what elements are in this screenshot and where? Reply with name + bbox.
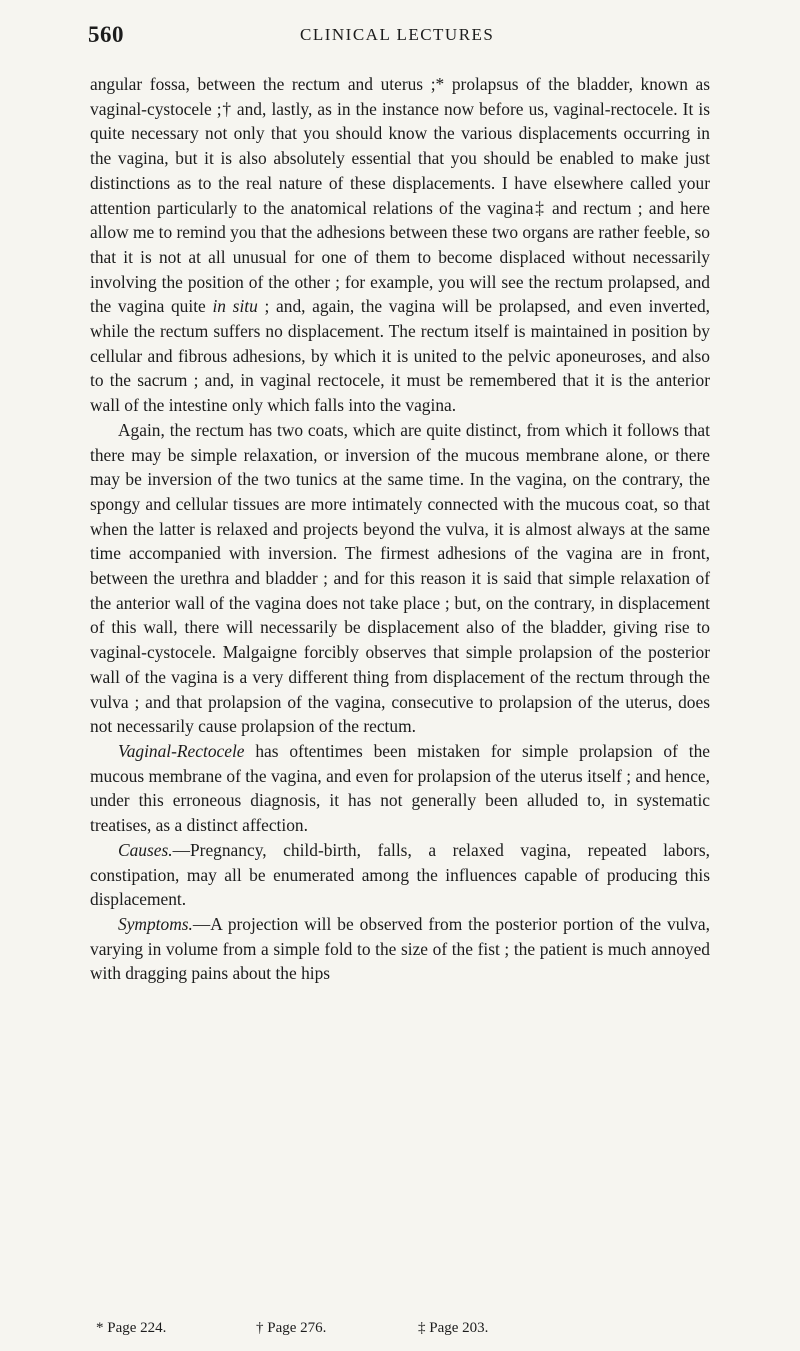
paragraph: Causes.—Pregnancy, child-birth, falls, a relaxed vagina, repeated labors, constipation, may all be enumerated among the influences capable of producing this displacement. xyxy=(90,839,710,910)
footnote: ‡ Page 203. xyxy=(418,1320,489,1336)
body-text xyxy=(90,72,710,986)
footnotes xyxy=(96,1320,616,1342)
paragraph: Again, the rectum has two coats, which are quite distinct, from which it follows that there may be simple relaxation, or inversion of the mucous membrane alone, or there may be inversion of the two tunics at the same time. In the vagina, on the contrary, the spongy and cellular tissues are more intimately connected with the mucous coat, so that when the latter is relaxed and projects beyond the vulva, it is almost always at the same time accompanied with inversion. The firmest adhesions of the vagina are in front, between the urethra and bladder ; and for this reason it is said that simple relaxation of the anterior wall of the vagina does not take place ; but, on the contrary, in displacement of this wall, there will necessarily be displacement also of the bladder, giving rise to vaginal-cystocele. Malgaigne forcibly observes that simple prolapsion of the posterior wall of the vagina is a very different thing from displacement of the rectum through the vulva ; and that prolapsion of the vagina, consecutive to prolapsion of the uterus, does not necessarily cause prolapsion of the rectum. xyxy=(90,419,710,737)
paragraph: angular fossa, between the rectum and uterus ;* prolapsus of the bladder, known as vaginal-cystocele ;† and, lastly, as in the instance now before us, vaginal-rectocele. It is quite necessary not only that you should know the various displacements occurring in the vagina, but it is also absolutely essential that you should be enabled to make just distinctions as to the real nature of these displacements. I have elsewhere called your attention particularly to the anatomical relations of the vagina‡ and rectum ; and here allow me to remind you that the adhesions between these two organs are rather feeble, so that it is not at all unusual for one of them to become displaced without necessarily involving the position of the other ; for example, you will see the rectum prolapsed, and the vagina quite in situ ; and, again, the vagina will be prolapsed, and even inverted, while the rectum suffers no displacement. The rectum itself is maintained in position by cellular and fibrous adhesions, by which it is united to the pelvic aponeuroses, and also to the sacrum ; and, in vaginal rectocele, it must be remembered that it is the anterior wall of the intestine only which falls into the vagina. xyxy=(90,74,710,416)
footnote: * Page 224. xyxy=(96,1320,167,1336)
paragraph: Symptoms.—A projection will be observed from the posterior portion of the vulva, varying in volume from a simple fold to the size of the fist ; the patient is much annoyed with dragging pains about the hips xyxy=(90,913,710,984)
running-head: CLINICAL LECTURES xyxy=(300,25,495,44)
page-number: 560 xyxy=(88,22,124,47)
paragraph: Vaginal-Rectocele has oftentimes been mistaken for simple prolapsion of the mucous membrane of the vagina, and even for prolapsion of the uterus itself ; and hence, under this erroneous diagnosis, it has not generally been alluded to, in systematic treatises, as a distinct affection. xyxy=(90,740,710,836)
page-header xyxy=(88,22,700,58)
footnote: † Page 276. xyxy=(256,1320,327,1336)
